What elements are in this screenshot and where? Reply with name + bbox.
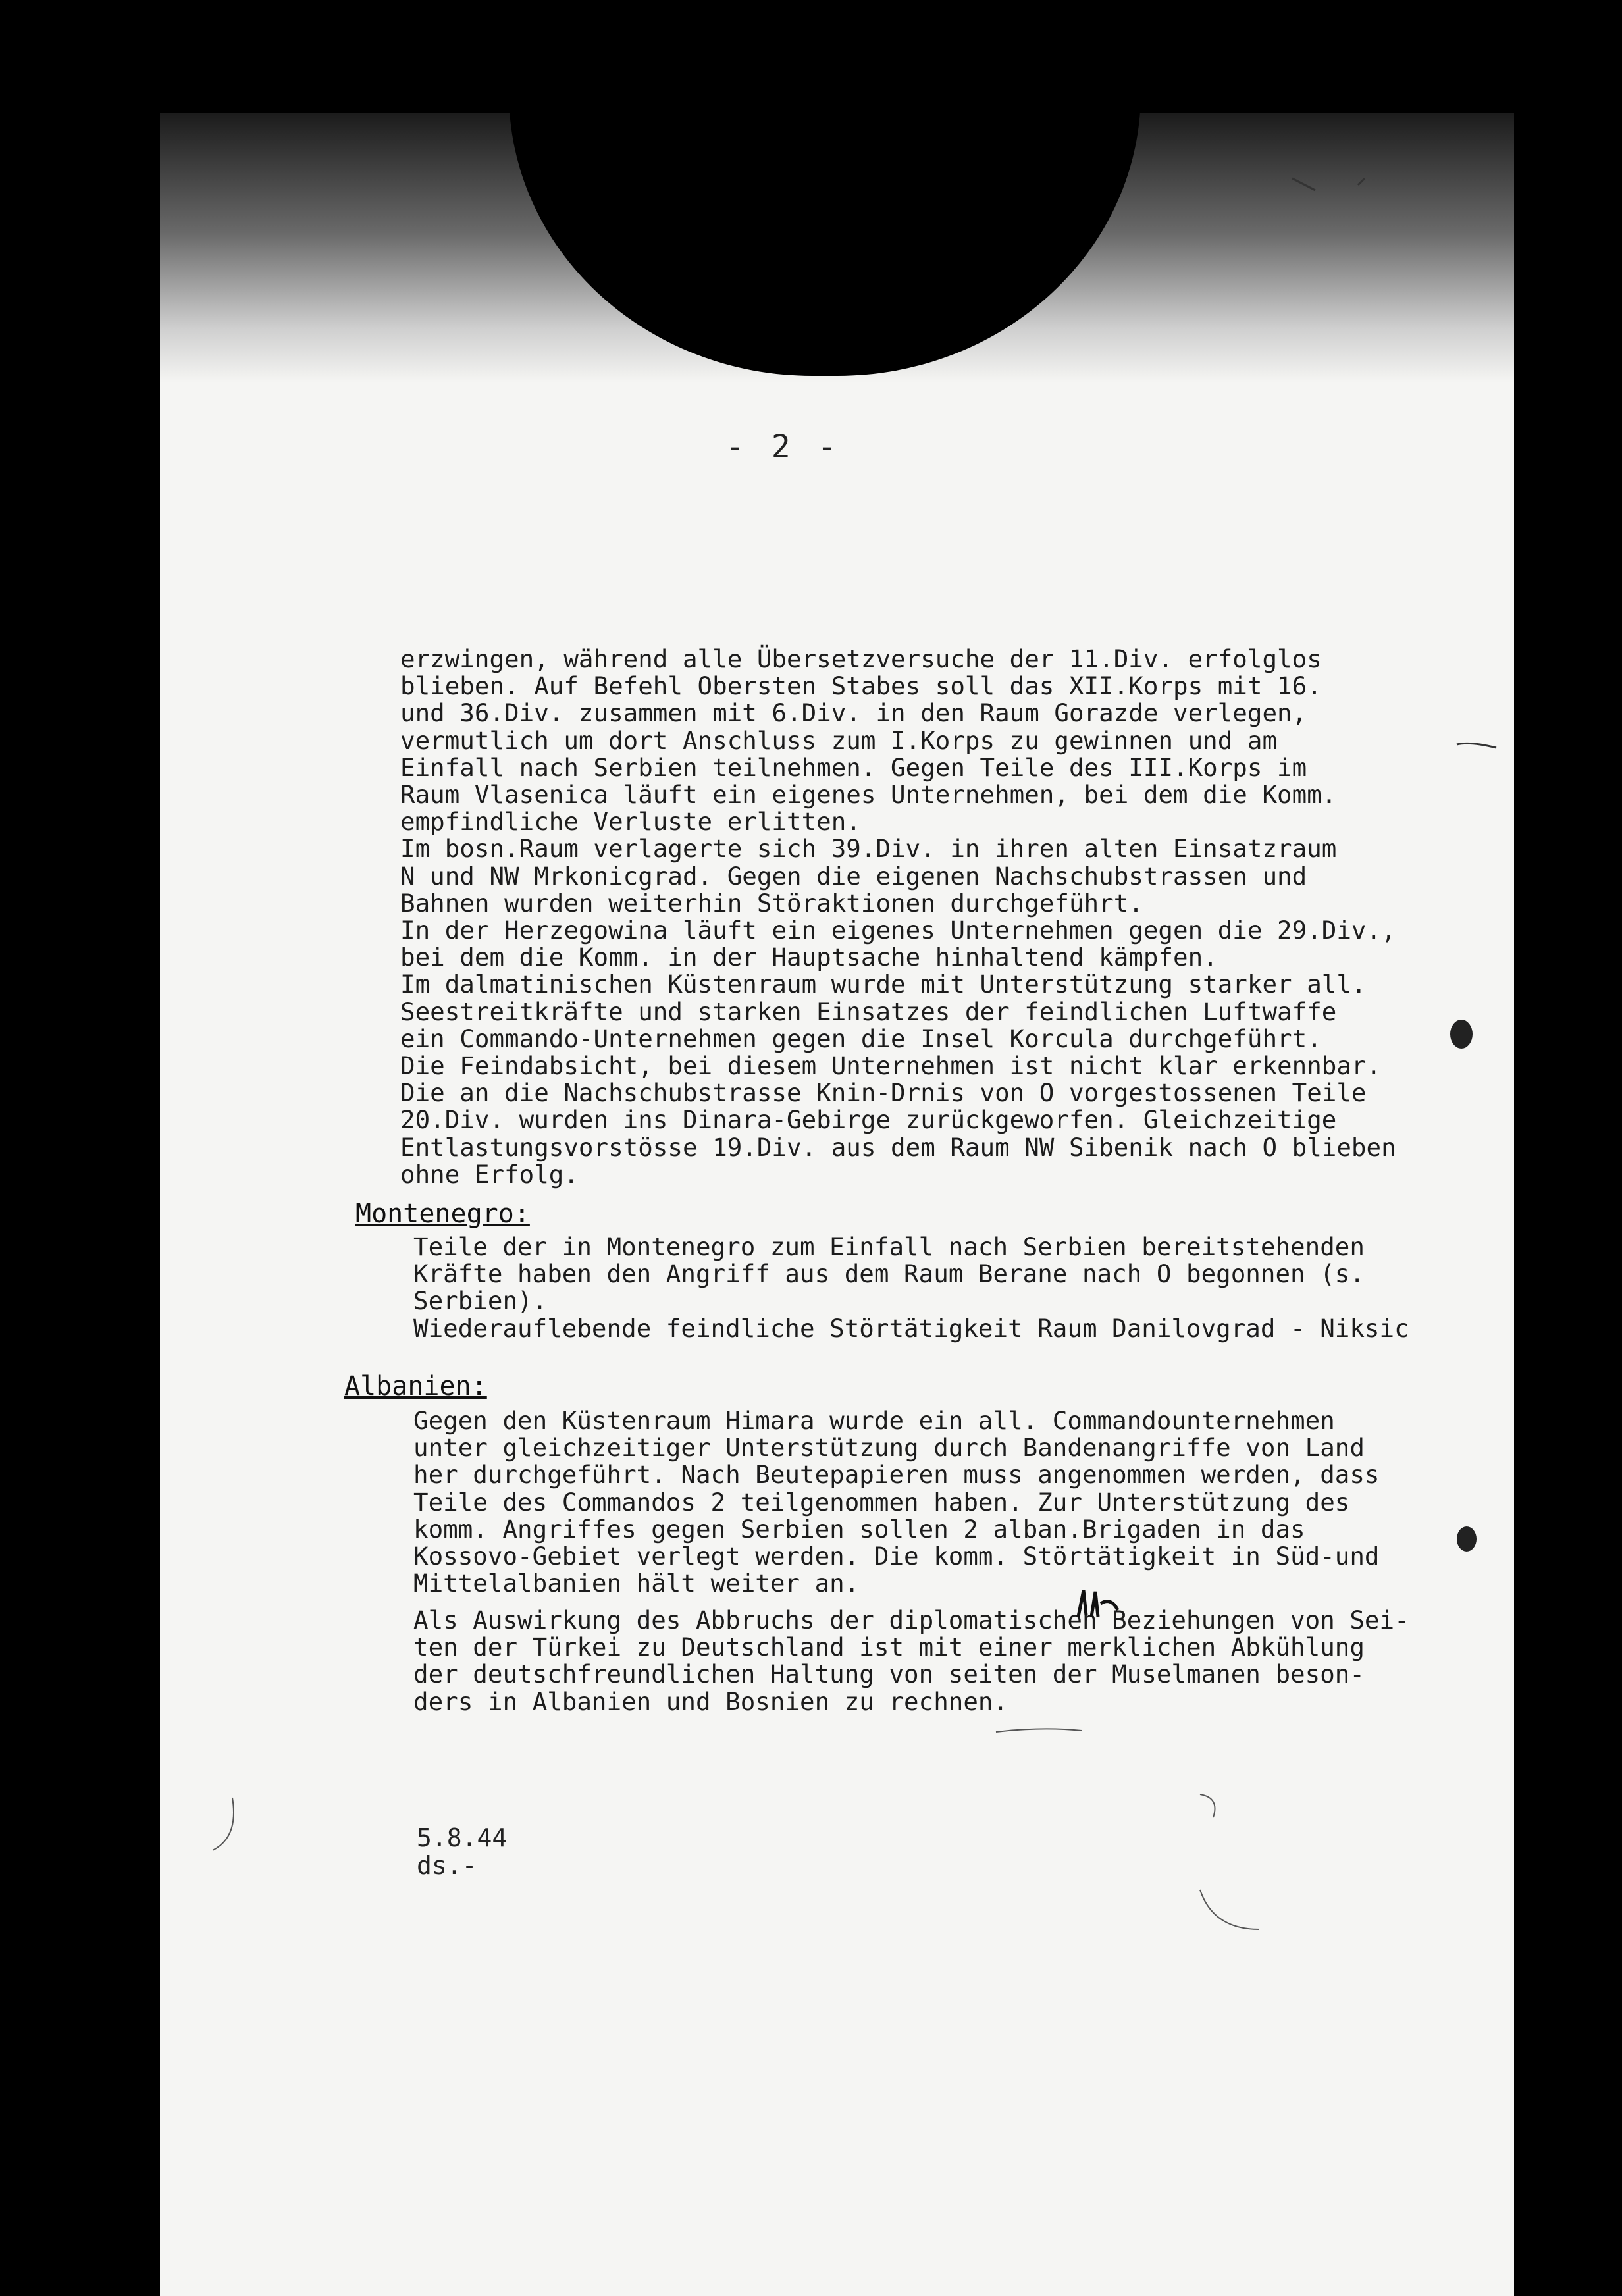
document-page	[160, 113, 1514, 2296]
body-text-line: Die Feindabsicht, bei diesem Unternehmen ist nicht klar erkennbar.	[400, 1051, 1382, 1081]
albanien-closing-line: ders in Albanien und Bosnien zu rechnen.	[413, 1686, 1008, 1716]
section-heading-albanien: Albanien:	[344, 1371, 487, 1401]
footer-initials: ds.-	[417, 1851, 477, 1880]
body-text-line: Im bosn.Raum verlagerte sich 39.Div. in ihren alten Einsatzraum	[400, 834, 1337, 864]
body-text-line: N und NW Mrkonicgrad. Gegen die eigenen Nachschubstrassen und	[400, 861, 1307, 891]
body-text-line: ein Commando-Unternehmen gegen die Insel Korcula durchgeführt.	[400, 1024, 1322, 1053]
albanien-text-line: komm. Angriffes gegen Serbien sollen 2 alban.Brigaden in das	[413, 1514, 1305, 1544]
body-text-line: In der Herzegowina läuft ein eigenes Unternehmen gegen die 29.Div.,	[400, 916, 1396, 945]
montenegro-text-line: Kräfte haben den Angriff aus dem Raum Berane nach O begonnen (s.	[413, 1259, 1365, 1289]
body-text-line: Bahnen wurden weiterhin Störaktionen durchgeführt.	[400, 888, 1143, 918]
body-text-line: empfindliche Verluste erlitten.	[400, 807, 861, 837]
albanien-text-line: her durchgeführt. Nach Beutepapieren muss angenommen werden, dass	[413, 1460, 1380, 1490]
body-text-line: Einfall nach Serbien teilnehmen. Gegen Teile des III.Korps im	[400, 752, 1307, 782]
albanien-closing-line: der deutschfreundlichen Haltung von seiten der Muselmanen beson-	[413, 1659, 1365, 1689]
body-text-line: ohne Erfolg.	[400, 1159, 579, 1189]
body-text-line: Seestreitkräfte und starken Einsatzes der feindlichen Luftwaffe	[400, 997, 1337, 1026]
section-heading-montenegro: Montenegro:	[355, 1199, 530, 1229]
montenegro-text-line: Serbien).	[413, 1286, 548, 1316]
body-text-line: 20.Div. wurden ins Dinara-Gebirge zurückgeworfen. Gleichzeitige	[400, 1105, 1337, 1135]
body-text-line: bei dem die Komm. in der Hauptsache hinhaltend kämpfen.	[400, 943, 1218, 972]
body-text-line: Entlastungsvorstösse 19.Div. aus dem Raum NW Sibenik nach O blieben	[400, 1132, 1396, 1162]
albanien-text-line: Mittelalbanien hält weiter an.	[413, 1569, 860, 1598]
montenegro-text-line: Wiederauflebende feindliche Störtätigkeit Raum Danilovgrad - Niksic	[413, 1313, 1409, 1343]
albanien-text-line: Gegen den Küstenraum Himara wurde ein all. Commandounternehmen	[413, 1406, 1335, 1435]
margin-pencil-marks	[160, 113, 1514, 2296]
montenegro-text-line: Teile der in Montenegro zum Einfall nach Serbien bereitstehenden	[413, 1232, 1365, 1261]
body-text-line: Raum Vlasenica läuft ein eigenes Unternehmen, bei dem die Komm.	[400, 780, 1337, 810]
albanien-text-line: Teile des Commandos 2 teilgenommen haben. Zur Unterstützung des	[413, 1487, 1350, 1517]
albanien-text-line: Kossovo-Gebiet verlegt werden. Die komm. Störtätigkeit in Süd-und	[413, 1542, 1380, 1571]
albanien-closing-line: ten der Türkei zu Deutschland ist mit einer merklichen Abkühlung	[413, 1632, 1365, 1662]
body-text-line: blieben. Auf Befehl Obersten Stabes soll das XII.Korps mit 16.	[400, 671, 1322, 701]
body-text-line: Die an die Nachschubstrasse Knin-Drnis von O vorgestossenen Teile	[400, 1078, 1367, 1108]
albanien-closing-line: Als Auswirkung des Abbruchs der diplomatischen Beziehungen von Sei-	[413, 1605, 1409, 1634]
albanien-text-line: unter gleichzeitiger Unterstützung durch Bandenangriffe von Land	[413, 1433, 1365, 1463]
body-text-line: und 36.Div. zusammen mit 6.Div. in den Raum Gorazde verlegen,	[400, 698, 1307, 728]
body-text-line: Im dalmatinischen Küstenraum wurde mit Unterstützung starker all.	[400, 970, 1367, 999]
footer-date: 5.8.44	[417, 1823, 508, 1852]
body-text-line: erzwingen, während alle Übersetzversuche der 11.Div. erfolglos	[400, 644, 1322, 673]
body-text-line: vermutlich um dort Anschluss zum I.Korps zu gewinnen und am	[400, 725, 1278, 755]
page-number: - 2 -	[725, 429, 841, 465]
